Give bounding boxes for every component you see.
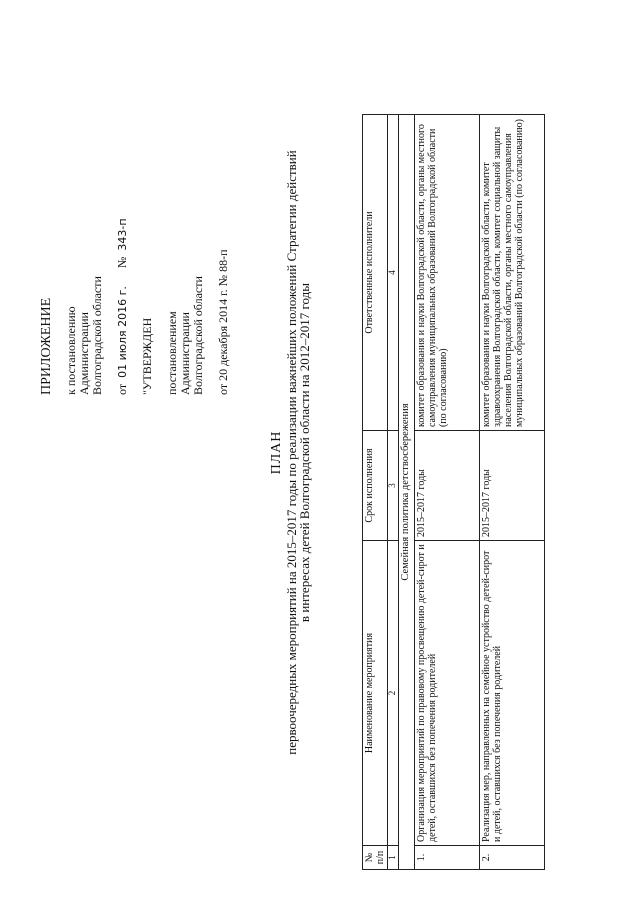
section-title: Семейная политика детствосбережения xyxy=(399,115,415,870)
approval-block xyxy=(40,218,230,395)
table-row xyxy=(415,115,480,870)
row-number: 1. xyxy=(415,846,480,870)
decree-number-label: № xyxy=(115,256,129,269)
plan-title: ПЛАН xyxy=(269,430,284,475)
row-term: 2015–2017 годы xyxy=(415,431,480,541)
plan-title-block xyxy=(270,0,311,905)
column-number: 3 xyxy=(388,431,399,541)
plan-subtitle-1: первоочередных мероприятий на 2015–2017 годы по реализации важнейших положений Стратегии действий xyxy=(284,150,299,755)
appendix-title: ПРИЛОЖЕНИЕ xyxy=(39,297,54,395)
row-executors: комитет образования и науки Волгоградской области, органы местного самоуправления муниципальных образований Волгоградской области (по согласованию) xyxy=(415,115,480,431)
approved-by-date: от 20 декабря 2014 г. № 88-п xyxy=(216,249,230,395)
approved-by-line-1: постановлением xyxy=(165,311,179,395)
approved-by-line-3: Волгоградской области xyxy=(191,276,205,395)
decree-from-prefix: от xyxy=(115,383,129,395)
row-name: Реализация мер, направленных на семейное устройство детей-сирот и детей, оставшихся без попечения родителей xyxy=(480,541,545,846)
column-number: 2 xyxy=(388,541,399,846)
row-term: 2015–2017 годы xyxy=(480,431,545,541)
row-executors: комитет образования и науки Волгоградской области, комитет здравоохранения Волгоградской области, комитет социальной защиты населения Волгоградской области, органы местного самоуправления муниципальных образований Волгоградской области (по согласованию) xyxy=(480,115,545,431)
approval-line-1: к постановлению xyxy=(64,306,78,395)
column-number: 1 xyxy=(388,846,399,870)
plan-subtitle-2: в интересах детей Волгоградской области на 2012–2017 годы xyxy=(297,282,312,623)
table-row xyxy=(480,115,545,870)
row-name: Организация мероприятий по правовому просвещению детей-сирот и детей, оставшихся без попечения родителей xyxy=(415,541,480,846)
header-name: Наименование мероприятия xyxy=(363,541,388,846)
header-executors: Ответственные исполнители xyxy=(363,115,388,431)
approved-by-line-2: Администрации xyxy=(178,312,192,395)
decree-number: 343-п xyxy=(116,218,129,251)
approved-label: "УТВЕРЖДЕН xyxy=(140,317,154,395)
plan-table xyxy=(362,114,545,870)
decree-date: 01 июля 2016 г. xyxy=(116,286,129,378)
column-number-row xyxy=(388,115,399,870)
header-term: Срок исполнения xyxy=(363,431,388,541)
table-header-row xyxy=(363,115,388,870)
section-row xyxy=(399,115,415,870)
approval-line-2: Администрации xyxy=(77,312,91,395)
header-number: № п/п xyxy=(363,846,388,870)
decree-date-line xyxy=(116,218,129,395)
column-number: 4 xyxy=(388,115,399,431)
approval-line-3: Волгоградской области xyxy=(90,276,104,395)
row-number: 2. xyxy=(480,846,545,870)
